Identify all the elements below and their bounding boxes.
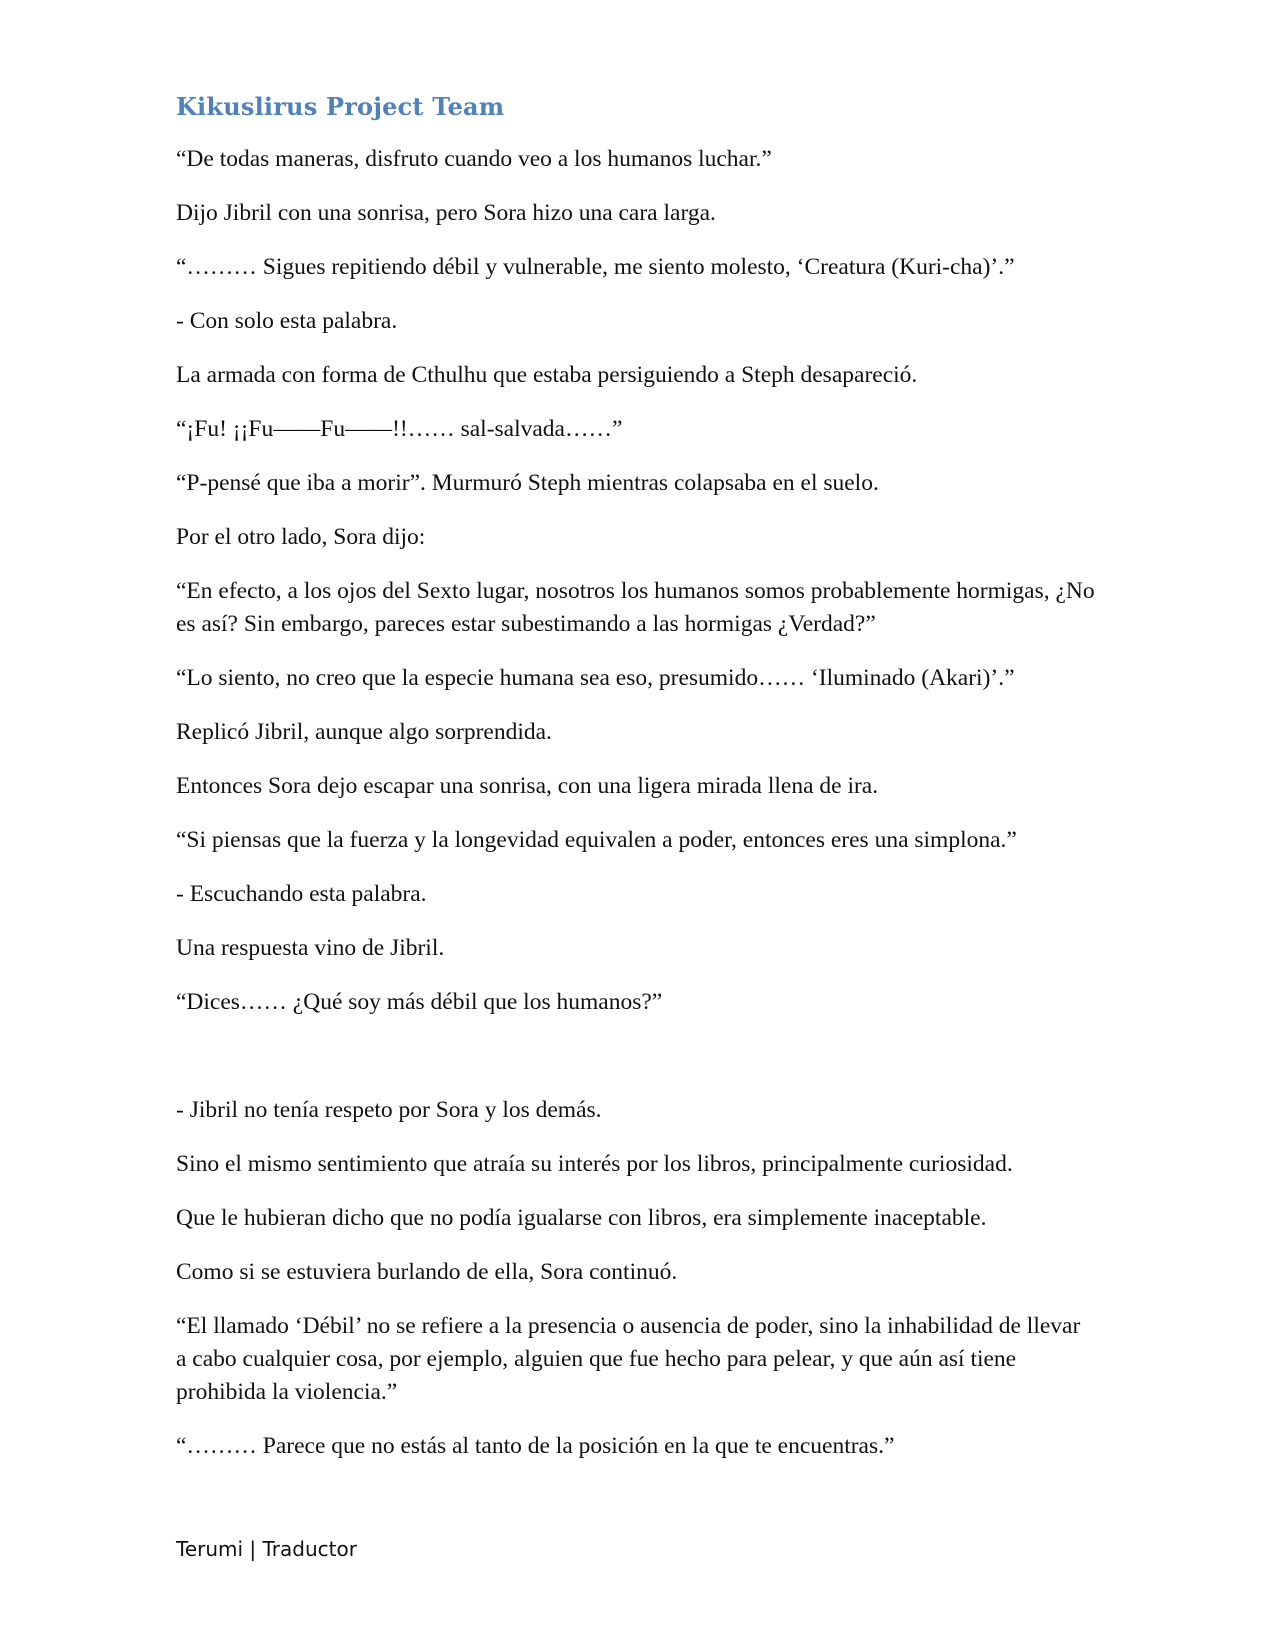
header-title: Kikuslirus Project Team	[176, 92, 505, 121]
paragraph: La armada con forma de Cthulhu que estaba persiguiendo a Steph desapareció.	[176, 362, 918, 388]
paragraph: “¡Fu! ¡¡Fu——Fu——!!…… sal-salvada……”	[176, 416, 623, 442]
document-body	[176, 143, 1096, 1484]
paragraph: Como si se estuviera burlando de ella, Sora continuó.	[176, 1259, 678, 1285]
paragraph: Por el otro lado, Sora dijo:	[176, 524, 426, 550]
paragraph: Que le hubieran dicho que no podía igualarse con libros, era simplemente inaceptable.	[176, 1205, 987, 1231]
paragraph: - Escuchando esta palabra.	[176, 881, 427, 907]
paragraph: “Dices…… ¿Qué soy más débil que los humanos?”	[176, 989, 663, 1015]
paragraph: Sino el mismo sentimiento que atraía su interés por los libros, principalmente curiosidad.	[176, 1151, 1013, 1177]
paragraph: “P-pensé que iba a morir”. Murmuró Steph mientras colapsaba en el suelo.	[176, 470, 879, 496]
paragraph: “El llamado ‘Débil’ no se refiere a la presencia o ausencia de poder, sino la inhabilidad de llevar a cabo cualquier cosa, por ejemplo, alguien que fue hecho para pelear, y que aún así tiene prohibida la violencia.”	[176, 1313, 1081, 1405]
page-footer: Terumi | Traductor	[176, 1537, 357, 1561]
paragraph: “……… Sigues repitiendo débil y vulnerable, me siento molesto, ‘Creatura (Kuri-cha)’.”	[176, 254, 1015, 280]
paragraph: - Jibril no tenía respeto por Sora y los demás.	[176, 1097, 602, 1123]
blank-line	[176, 1040, 1096, 1094]
paragraph: Dijo Jibril con una sonrisa, pero Sora hizo una cara larga.	[176, 200, 716, 226]
paragraph: “Lo siento, no creo que la especie humana sea eso, presumido…… ‘Iluminado (Akari)’.”	[176, 665, 1015, 691]
paragraph: “De todas maneras, disfruto cuando veo a los humanos luchar.”	[176, 146, 772, 172]
paragraph: Entonces Sora dejo escapar una sonrisa, con una ligera mirada llena de ira.	[176, 773, 879, 799]
paragraph: “En efecto, a los ojos del Sexto lugar, nosotros los humanos somos probablemente hormigas, ¿No es así? Sin embargo, pareces estar subestimando a las hormigas ¿Verdad?”	[176, 578, 1095, 637]
paragraph: Una respuesta vino de Jibril.	[176, 935, 445, 961]
paragraph: “Si piensas que la fuerza y la longevidad equivalen a poder, entonces eres una simplona.”	[176, 827, 1017, 853]
paragraph: “……… Parece que no estás al tanto de la posición en la que te encuentras.”	[176, 1433, 895, 1459]
paragraph: Replicó Jibril, aunque algo sorprendida.	[176, 719, 552, 745]
paragraph: - Con solo esta palabra.	[176, 308, 398, 334]
